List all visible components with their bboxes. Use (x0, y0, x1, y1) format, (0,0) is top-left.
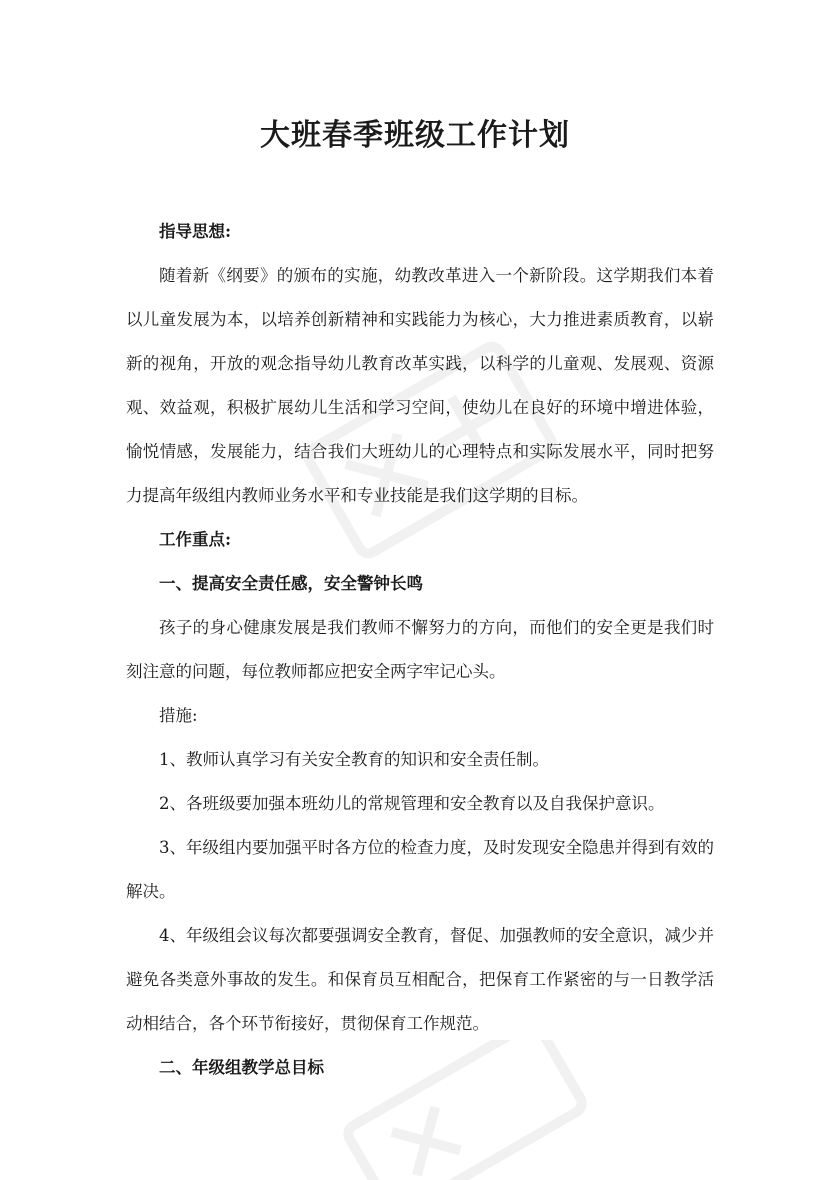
heading-guiding-thought: 指导思想: (159, 222, 232, 241)
page-title: 大班春季班级工作计划 (260, 118, 570, 153)
measure-item-3: 3、年级组内要加强平时各方位的检查力度，及时发现安全隐患并得到有效的解决。 (126, 838, 714, 901)
measure-item-2: 2、各班级要加强本班幼儿的常规管理和安全教育以及自我保护意识。 (159, 794, 665, 813)
paragraph-guiding-thought: 随着新《纲要》的颁布的实施，幼教改革进入一个新阶段。这学期我们本着以儿童发展为本，以培养创新精神和实践能力为核心，大力推进素质教育，以崭新的视角，开放的观念指导幼儿教育改革实践，以科学的儿童观、发展观、资源观、效益观，积极扩展幼儿生活和学习空间，使幼儿在良好的环境中增进体验，愉悦情感，发展能力，结合我们大班幼儿的心理特点和实际发展水平，同时把努力提高年级组内教师业务水平和专业技能是我们这学期的目标。 (126, 266, 714, 505)
document-body (126, 210, 714, 1090)
section-2-title: 二、年级组教学总目标 (159, 1058, 324, 1077)
measures-label: 措施: (159, 706, 198, 725)
section-1-paragraph: 孩子的身心健康发展是我们教师不懈努力的方向，而他们的安全更是我们时刻注意的问题，每位教师都应把安全两字牢记心头。 (126, 618, 714, 681)
section-1-title: 一、提高安全责任感，安全警钟长鸣 (159, 574, 423, 593)
measure-item-1: 1、教师认真学习有关安全教育的知识和安全责任制。 (159, 750, 549, 769)
measure-item-4: 4、年级组会议每次都要强调安全教育，督促、加强教师的安全意识，减少并避免各类意外事故的发生。和保育员互相配合，把保育工作紧密的与一日教学活动相结合，各个环节衔接好，贯彻保育工作规范。 (126, 926, 714, 1033)
heading-work-focus: 工作重点: (159, 530, 232, 549)
